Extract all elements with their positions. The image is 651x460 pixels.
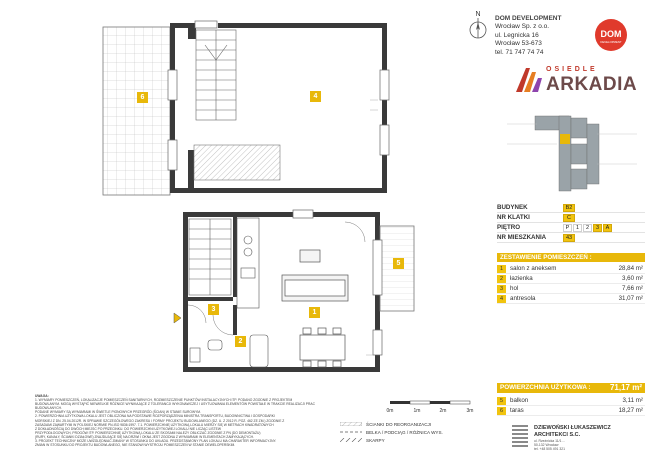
- site-plan: [497, 104, 645, 200]
- room-area: 3,11 m²: [622, 397, 643, 404]
- firm-address: [534, 439, 565, 452]
- kitchen: [237, 218, 259, 308]
- room-name: salon z aneksem: [510, 265, 557, 272]
- legend-label: ŚCIANKI DO REORGANIZACJI: [366, 421, 432, 427]
- note-line: BUDOWLANYM. MOGĄ WYSTĄPIĆ NIEWIELKIE RÓŻNICE WYNIKAJĄCE Z TOLERANCJI WYKONAWCZEJ I USYTUOWANIA ELEMENTÓW POWSTAŁE W TRAKCIE REALIZACJI PRAC BUDOWLANYCH.: [35, 402, 315, 411]
- info-label: BUDYNEK: [497, 204, 528, 211]
- note-line: MORSKIEJ Z DN. 25.04.2012R. W SPRAWIE SZCZEGÓŁOWEGO ZAKRESU I FORMY PROJEKTU BUDOWLANEGO (DZ. U. Z 2012 R. POZ. 462 ZE ZM.) ZGODNIE Z: [35, 418, 285, 423]
- dom-logo-bottom: DEVELOPMENT: [600, 40, 622, 44]
- room-number: 3: [497, 285, 506, 293]
- upper-void: [194, 145, 280, 180]
- note-line: 1. WYMIARY POMIESZCZEŃ, LOKALIZACJE POMIESZCZEŃ SANITARNYCH, ROZMIESZCZENIE PUNKTÓW INSTALACYJNYCH ITP. PODANO ZGODNIE Z PROJEKTEM: [35, 398, 293, 403]
- room-name: antresola: [510, 295, 536, 302]
- architect-firm: [510, 422, 640, 452]
- total-area: [497, 383, 645, 393]
- room-number: 6: [497, 407, 506, 415]
- apartment-info: [497, 203, 645, 243]
- scale-label: 3m: [466, 408, 474, 414]
- room-name: taras: [510, 407, 524, 414]
- dining-table: [300, 328, 345, 367]
- info-cell: 43: [563, 234, 575, 242]
- developer-company: Wrocław Sp. z o.o.: [495, 23, 550, 31]
- rooms-list: [497, 264, 645, 304]
- room-area: 3,60 m²: [622, 275, 643, 282]
- note-line: 3. PROJEKT TECHNICZNY MOŻE UWZGLĘDNIAĆ ZMIANY W STOSUNKU DO UKŁADU. PRZEDSTAWIONY PLAN LOKALU MA CHARAKTER INFORMACYJNY.: [35, 439, 277, 444]
- list-item: [497, 294, 645, 304]
- info-row-staircase: [497, 213, 645, 223]
- legend-item: [340, 420, 490, 428]
- info-row-floor: [497, 223, 645, 233]
- note-line: ZMIAN W STOSUNKU DO PROJEKTU BUDOWLANEGO, NIE STANOWI WYSTROJU POMIESZCZEŃ W STANIE DEWELOPERSKIM.: [35, 443, 236, 448]
- developer-phone: tel. 71 747 74 74: [495, 48, 544, 56]
- dom-logo-top: DOM: [600, 29, 622, 39]
- entrance-arrow-icon: [174, 313, 181, 323]
- firm-logo-icon: [510, 424, 530, 448]
- compass-label: N: [475, 11, 481, 18]
- room-area: 31,07 m²: [618, 295, 643, 302]
- room-name: hol: [510, 285, 519, 292]
- firm-address-line: tel. +48 505 491 321: [534, 447, 566, 452]
- legend-item: [340, 436, 490, 444]
- room-tag-4: 4: [310, 91, 321, 102]
- list-item: [497, 264, 645, 274]
- room-number: 2: [497, 275, 506, 283]
- list-item: [497, 396, 645, 406]
- legend-label: BELKA / PODCIĄG / RÓŻNICA WYS.: [366, 429, 443, 435]
- info-label: PIĘTRO: [497, 224, 521, 231]
- firm-name-line2: ARCHITEKCI S.C.: [534, 431, 581, 438]
- room-tag-6: 6: [137, 92, 148, 103]
- info-cell: 1: [573, 224, 582, 232]
- scale-bar: [380, 397, 480, 417]
- list-item: [497, 274, 645, 284]
- arkadia-logo: [512, 62, 642, 98]
- room-name: balkon: [510, 397, 529, 404]
- info-cell: A: [603, 224, 612, 232]
- room-number: 4: [497, 295, 506, 303]
- brand-top: OSIEDLE: [546, 66, 598, 73]
- info-cell: C: [563, 214, 575, 222]
- info-cell: 3: [593, 224, 602, 232]
- note-line: PODANE WYMIARY SĄ WYMIARAMI W ŚWIETLE PIONOWYCH PRZEGRÓD (ŚCIAN) W STANIE SUROWYM.: [35, 410, 201, 415]
- bathroom-fixtures: [190, 335, 268, 367]
- legend-label: SKARPY: [366, 437, 385, 443]
- slope-icon: [340, 438, 362, 442]
- info-cell: 2: [583, 224, 592, 232]
- dom-logo: [594, 18, 628, 52]
- north-compass-icon: [465, 8, 491, 42]
- beam-line-icon: [340, 430, 362, 434]
- info-row-apartment: [497, 233, 645, 243]
- firm-address-line: ul. Rzeźnicka 11/1 ...: [534, 439, 566, 443]
- arkadia-mark-icon: [512, 64, 544, 96]
- scale-label: 2m: [439, 408, 447, 414]
- info-cell: B2: [563, 204, 575, 212]
- lower-stairs: [189, 219, 231, 295]
- extras-list: [497, 396, 645, 416]
- note-line: 2. POWIERZCHNIA UŻYTKOWA LOKALU JEST OBLICZONA NA PODSTAWIE ROZPORZĄDZENIA MINISTRA TRANSPORTU, BUDOWNICTWA I GOSPODARKI: [35, 414, 275, 419]
- firm-name: [534, 425, 611, 438]
- developer-street: ul. Legnicka 16: [495, 31, 539, 39]
- room-name: łazienka: [510, 275, 533, 282]
- scale-label: 0m: [386, 408, 394, 414]
- info-row-building: [497, 203, 645, 213]
- info-cell: P: [563, 224, 572, 232]
- room-number: 5: [497, 397, 506, 405]
- brand-main: ARKADIA: [546, 74, 638, 95]
- reorganization-wall-icon: [340, 422, 362, 426]
- list-item: [497, 406, 645, 416]
- legend: [340, 420, 490, 444]
- total-label: POWIERZCHNIA UŻYTKOWA :: [500, 384, 591, 391]
- info-label: NR MIESZKANIA: [497, 234, 547, 241]
- list-item: [497, 284, 645, 294]
- total-value: 71,17 m²: [609, 383, 642, 392]
- room-tag-2: 2: [235, 336, 246, 347]
- info-label: NR KLATKI: [497, 214, 530, 221]
- note-line: PRZYPODŁOGOWYCH, PROGÓW ITP. POWIERZCHNIĘ UŻYTKOWĄ LOKALU ZE SKOSAMI NALEŻY OBLICZAĆ ZGODNIE Z PN (DO DEMONTAŻU): [35, 430, 261, 435]
- developer-name: DOM DEVELOPMENT: [495, 15, 562, 22]
- developer-city: Wrocław 53-673: [495, 40, 542, 48]
- room-area: 7,66 m²: [622, 285, 643, 292]
- room-tag-3: 3: [208, 304, 219, 315]
- firm-name-line1: DZIEWOŃSKI ŁUKASZEWICZ: [534, 425, 611, 431]
- note-line: ZASADAMI ZAWARTYMI W POLSKIEJ NORMIE PN-ISO 9836:1997. 7.1. POWIERZCHNIĘ UŻYTKOWĄ LOKALU MIERZY SIĘ W METRACH KWADRATOWYCH: [35, 422, 274, 427]
- rooms-heading: ZESTAWIENIE POMIESZCZEŃ :: [497, 253, 645, 262]
- terrace: [103, 27, 170, 195]
- room-tag-1: 1: [309, 307, 320, 318]
- developer-info: [495, 15, 561, 57]
- scale-label: 1m: [413, 408, 421, 414]
- room-area: 18,27 m²: [618, 407, 643, 414]
- disclaimer-notes: [35, 394, 325, 447]
- room-area: 28,84 m²: [618, 265, 643, 272]
- legend-item: [340, 428, 490, 436]
- room-number: 1: [497, 265, 506, 273]
- firm-address-line: 50-132 Wrocław: [534, 443, 559, 448]
- notes-heading: UWAGA:: [35, 394, 49, 398]
- note-line: (RURY, KANAŁY, ŚCIANKI DZIAŁOWE) ZNAJDUJĄCE SIĘ NA DRZWI I OKNA JEST ZGODNA Z WYMIARAMI W ELEMENTACH ZAMYKAJĄCYCH.: [35, 434, 254, 439]
- note-line: Z DOKŁADNOŚCIĄ DO DWÓCH MIEJSC PO PRZECINKU. DO POWIERZCHNI UŻYTKOWEJ LOKALU NIE LICZĄC LISTEW: [35, 426, 221, 431]
- room-tag-5: 5: [393, 258, 404, 269]
- upper-stairs: [196, 30, 236, 120]
- sofa: [282, 250, 348, 301]
